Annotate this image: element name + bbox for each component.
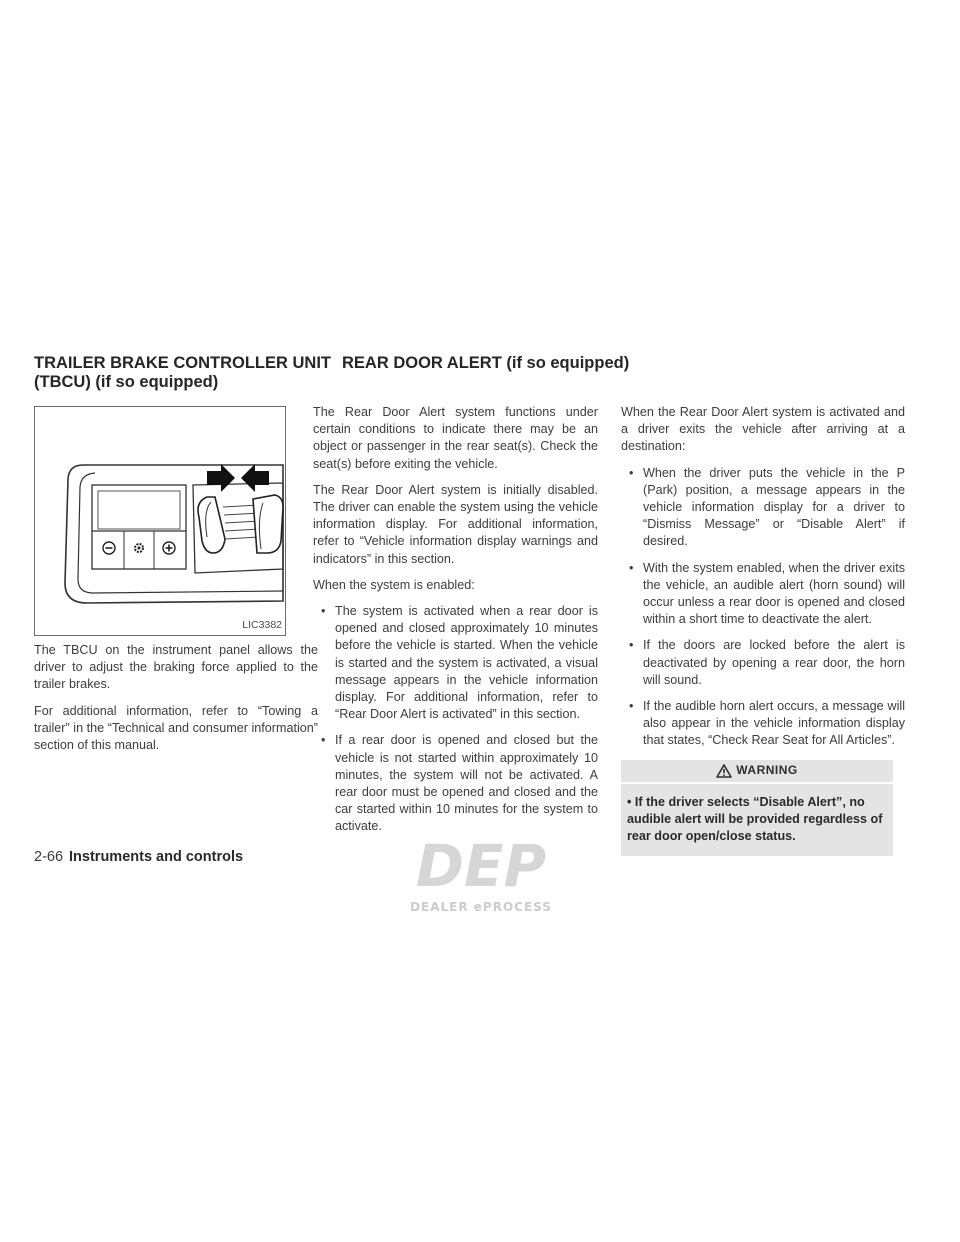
tbcu-illustration [34, 406, 286, 636]
tbcu-paragraph-1: The TBCU on the instrument panel allows the driver to adjust the braking force applied to the trailer brakes. [34, 643, 318, 692]
page-number: 2-66 [34, 849, 64, 865]
list-item: • If the audible horn alert occurs, a message will also appear in the vehicle information display that states, “Check Rear Seat for All Articles”. [621, 698, 905, 750]
list-item: • If a rear door is opened and closed but the vehicle is not started within approximately 10 minutes, the system will not be activated. A rear door must be opened and closed and the car started within 10 minutes for the system to activate. [313, 732, 598, 835]
svg-text:DEP: DEP [415, 834, 547, 900]
list-item: • The system is activated when a rear door is opened and closed approximately 10 minutes before the vehicle is started. When the vehicle is started and the system is activated, a visual message appears in the vehicle information display. For additional information, refer to “Rear Door Alert is activated” in this section. [313, 603, 598, 723]
rda-paragraph-1: The Rear Door Alert system functions under certain conditions to indicate there may be an object or passenger in the rear seat(s). Check the seat(s) before exiting the vehicle. [313, 405, 598, 471]
tbcu-paragraph-2: For additional information, refer to “Towing a trailer” in the “Technical and consumer information” section of this manual. [34, 703, 318, 753]
gear-icon [135, 544, 143, 552]
section-heading-rear-door-alert: REAR DOOR ALERT (if so equipped) [342, 354, 630, 372]
arrow-left-icon [241, 464, 269, 492]
page-footer [34, 849, 243, 865]
tbcu-drawing [35, 407, 287, 637]
plus-icon [163, 542, 175, 554]
warning-text: • If the driver selects “Disable Alert”, no audible alert will be provided regardless of rear door open/close status. [627, 794, 883, 843]
section-heading-tbcu [34, 354, 331, 392]
warning-triangle-icon [716, 764, 732, 778]
list-item: • With the system enabled, when the driver exits the vehicle, an audible alert (horn sound) will occur unless a rear door is opened and closed within a short time to deactivate the alert. [621, 560, 905, 629]
column-1 [34, 406, 318, 754]
rda-enabled-list [313, 603, 598, 836]
list-item: • If the doors are locked before the alert is deactivated by opening a rear door, the horn will sound. [621, 637, 905, 689]
warning-header [621, 760, 893, 784]
dealer-eprocess-watermark [396, 834, 566, 921]
figure-code: LIC3382 [242, 618, 282, 631]
warning-box [621, 760, 893, 856]
heading-tbcu-line1: TRAILER BRAKE CONTROLLER UNIT [34, 354, 331, 372]
svg-text:DEALER ePROCESS: DEALER ePROCESS [410, 900, 552, 914]
dep-logo [396, 834, 566, 916]
footer-section-title: Instruments and controls [69, 849, 244, 865]
rda-paragraph-3: When the system is enabled: [313, 577, 475, 592]
rda-activated-list [621, 465, 905, 750]
rda-activated-paragraph: When the Rear Door Alert system is activated and a driver exits the vehicle after arriving at a destination: [621, 405, 905, 454]
heading-tbcu-line2: (TBCU) (if so equipped) [34, 373, 219, 391]
warning-title: WARNING [736, 763, 798, 778]
arrow-right-icon [207, 464, 235, 492]
list-item: • When the driver puts the vehicle in the P (Park) position, a message appears in the vehicle information display for a driver to “Dismiss Message” or “Disable Alert” if desired. [621, 465, 905, 551]
column-3 [621, 404, 905, 856]
rda-paragraph-2: The Rear Door Alert system is initially disabled. The driver can enable the system using the vehicle information display. For additional information, refer to “Vehicle information display warnings and indicators” in this section. [313, 482, 598, 566]
column-2 [313, 404, 598, 845]
minus-icon [103, 542, 115, 554]
